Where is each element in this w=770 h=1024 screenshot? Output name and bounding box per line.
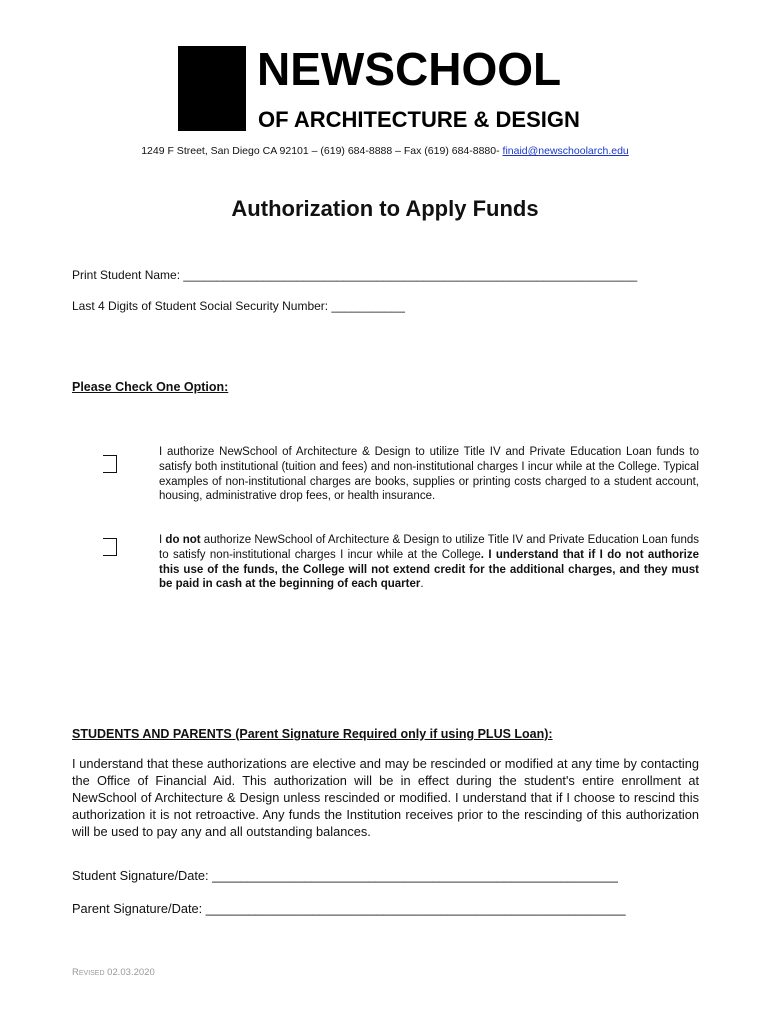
email-link[interactable]: finaid@newschoolarch.edu — [502, 145, 629, 157]
student-signature-field[interactable]: Student Signature/Date: _________________________________________________________ — [72, 868, 618, 883]
revised-date-value: 02.03.2020 — [104, 967, 155, 978]
logo-block — [178, 46, 246, 131]
logo-name — [257, 44, 561, 94]
logo-name-part2: SCHOOL — [364, 43, 562, 95]
understand-paragraph: I understand that these authorizations are elective and may be rescinded or modified at any time by contacting the Office of Financial Aid. This authorization will be in effect during the student's entire enrollment at NewSchool of Architecture & Design unless rescinded or modified. I understand that if I choose to rescind this authorization it is not retroactive. Any funds the Institution receives prior to the rescinding of this authorization will be used to pay any and all outstanding balances. — [72, 756, 699, 839]
page-title: Authorization to Apply Funds — [231, 196, 539, 221]
address-line — [0, 145, 770, 157]
option2-middle: authorize NewSchool of Architecture & Design to utilize Title IV and Private Education Loan funds to satisfy non-institutional charges I incur while at the College — [159, 534, 699, 561]
not-authorize-checkbox[interactable] — [103, 538, 117, 556]
revised-label: Revised — [72, 967, 105, 978]
option2-bold-not: do not — [165, 534, 201, 546]
check-option-heading: Please Check One Option: — [72, 380, 229, 394]
logo-subtitle: OF ARCHITECTURE & DESIGN — [258, 107, 580, 132]
option2-suffix: . — [420, 578, 424, 591]
option-not-authorize-text — [159, 533, 699, 592]
authorize-checkbox[interactable] — [103, 455, 117, 473]
ssn-field[interactable]: Last 4 Digits of Student Social Security Number: ___________ — [72, 299, 405, 313]
student-name-field[interactable]: Print Student Name: ____________________________________________________________________ — [72, 268, 638, 282]
option2-prefix: I — [159, 534, 166, 546]
address-text: 1249 F Street, San Diego CA 92101 – (619) 684-8888 – Fax (619) 684-8880- — [141, 145, 503, 157]
revised-date — [72, 967, 155, 978]
students-parents-heading: STUDENTS AND PARENTS (Parent Signature Required only if using PLUS Loan): — [72, 727, 553, 741]
option2-bold-end: . I understand that if I do not authorize this use of the funds, the College will not extend credit for the additional charges, and they must be paid in cash at the beginning of each quarter — [159, 548, 699, 591]
option-authorize-text: I authorize NewSchool of Architecture & Design to utilize Title IV and Private Education Loan funds to satisfy both institutional (tuition and fees) and non-institutional charges I incur while at the College. Typical examples of non-institutional charges are books, supplies or printing costs charged to a student account, housing, administrative drop fees, or health insurance. — [159, 446, 699, 503]
logo-name-part1: NEW — [257, 43, 365, 95]
parent-signature-field[interactable]: Parent Signature/Date: ___________________________________________________________ — [72, 901, 626, 916]
